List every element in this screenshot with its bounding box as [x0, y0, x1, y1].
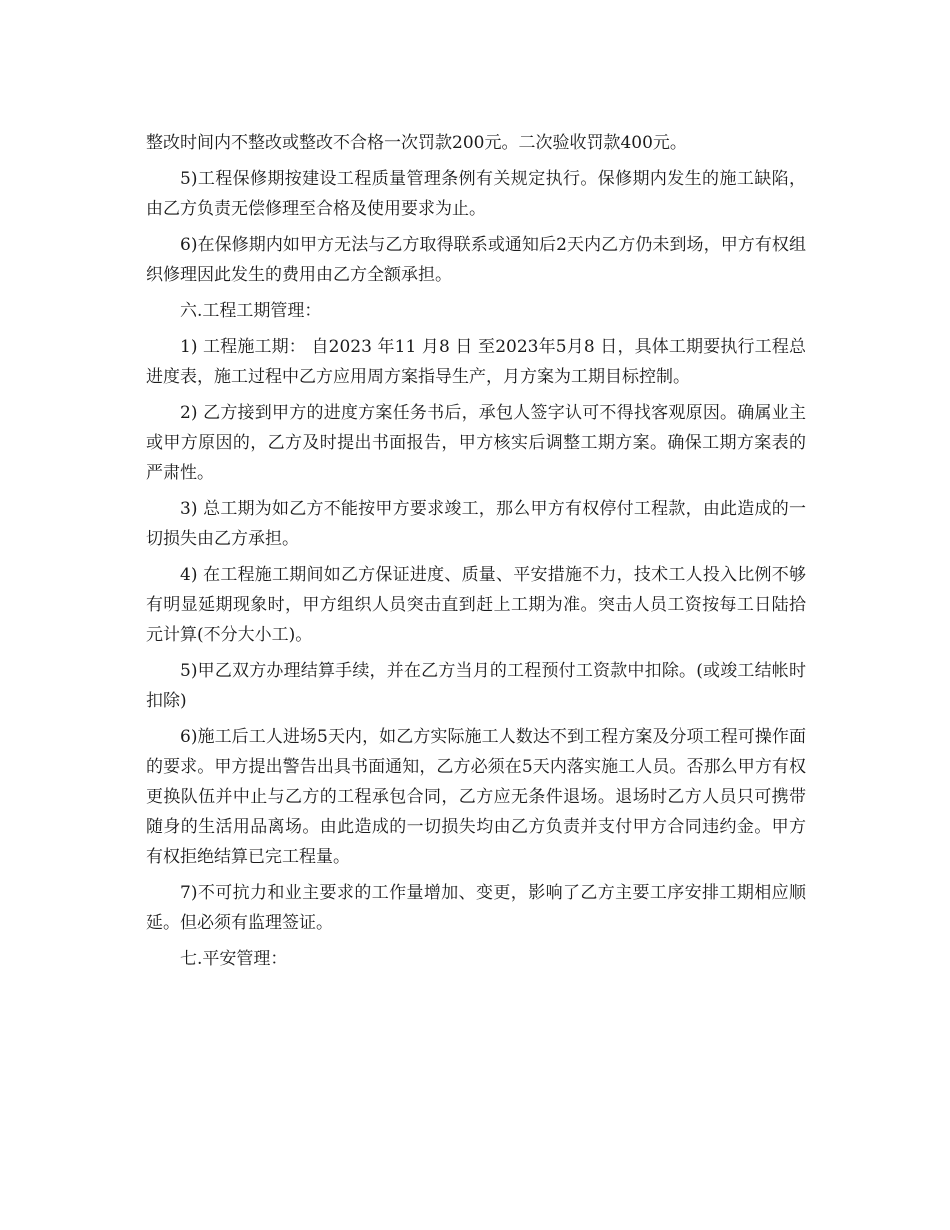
paragraph-rush-work: 4) 在工程施工期间如乙方保证进度、质量、平安措施不力，技术工人投入比例不够有明显延期现象时，甲方组织人员突击直到赶上工期为准。突击人员工资按每工日陆拾元计算(不分大小工)。 — [146, 565, 806, 645]
paragraph-total-period: 3) 总工期为如乙方不能按甲方要求竣工，那么甲方有权停付工程款，由此造成的一切损失由乙方承担。 — [146, 499, 806, 549]
section-heading-schedule: 六.工程工期管理： — [180, 301, 322, 321]
paragraph-force-majeure: 7)不可抗力和业主要求的工作量增加、变更，影响了乙方主要工序安排工期相应顺延。但必须有监理签证。 — [146, 883, 806, 933]
section-heading-safety: 七.平安管理： — [180, 949, 288, 969]
paragraph-warranty-contact: 6)在保修期内如甲方无法与乙方取得联系或通知后2天内乙方仍未到场，甲方有权组织修理因此发生的费用由乙方全额承担。 — [146, 235, 806, 285]
document-body — [146, 128, 806, 980]
paragraph-settlement: 5)甲乙双方办理结算手续，并在乙方当月的工程预付工资款中扣除。(或竣工结帐时扣除) — [146, 661, 806, 711]
paragraph-progress-plan: 2) 乙方接到甲方的进度方案任务书后，承包人签字认可不得找客观原因。确属业主或甲方原因的，乙方及时提出书面报告，甲方核实后调整工期方案。确保工期方案表的严肃性。 — [146, 403, 806, 483]
paragraph-warranty-period: 5)工程保修期按建设工程质量管理条例有关规定执行。保修期内发生的施工缺陷，由乙方负责无偿修理至合格及使用要求为止。 — [146, 169, 806, 219]
paragraph-fine-clause: 整改时间内不整改或整改不合格一次罚款200元。二次验收罚款400元。 — [146, 133, 687, 153]
paragraph-workforce: 6)施工后工人进场5天内，如乙方实际施工人数达不到工程方案及分项工程可操作面的要求。甲方提出警告出具书面通知，乙方必须在5天内落实施工人员。否那么甲方有权更换队伍并中止与乙方的工程承包合同，乙方应无条件退场。退场时乙方人员只可携带随身的生活用品离场。由此造成的一切损失均由乙方负责并支付甲方合同违约金。甲方有权拒绝结算已完工程量。 — [146, 727, 806, 867]
paragraph-construction-period: 1) 工程施工期： 自2023 年11 月8 日 至2023年5月8 日，具体工期要执行工程总进度表，施工过程中乙方应用周方案指导生产，月方案为工期目标控制。 — [146, 337, 806, 387]
